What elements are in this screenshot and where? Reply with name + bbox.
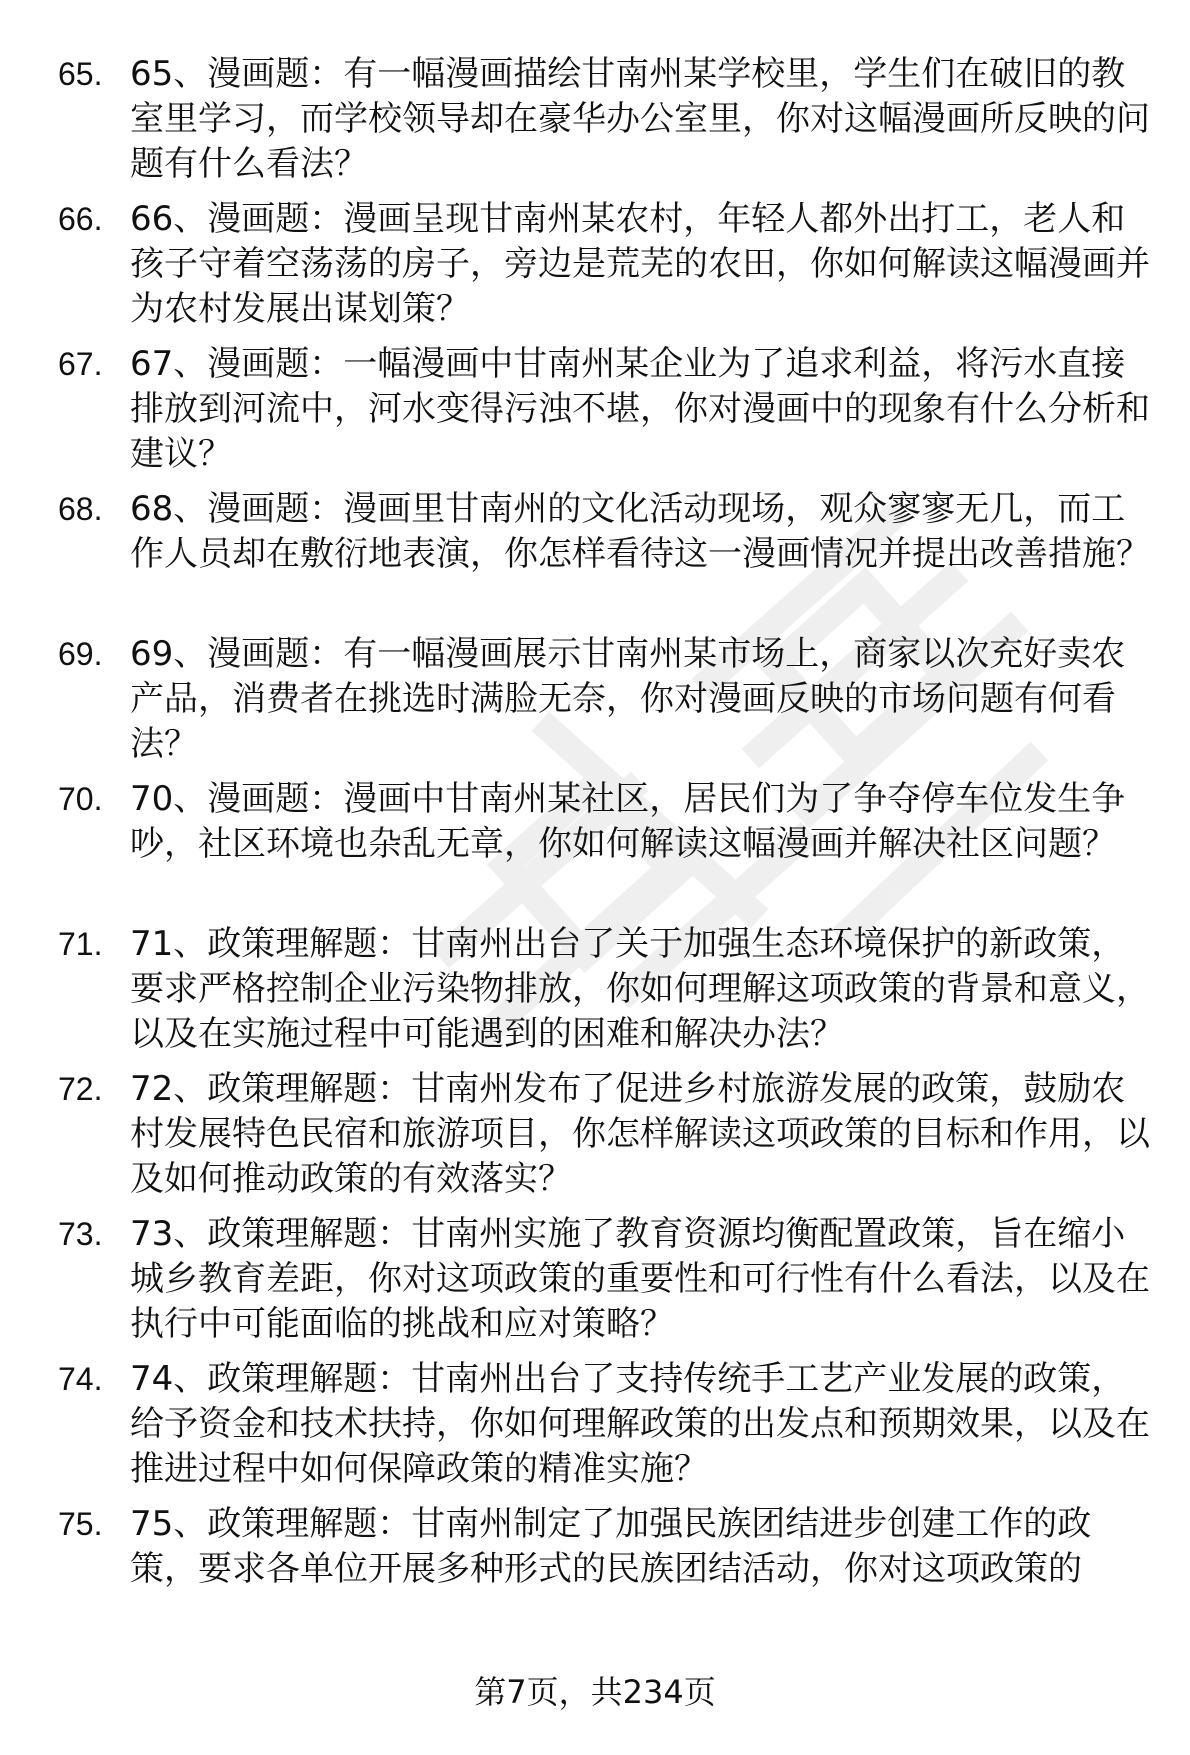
question-number: 73.	[58, 1216, 103, 1252]
question-number: 71.	[58, 926, 103, 962]
question-item	[58, 777, 1158, 912]
question-text: 71、政策理解题：甘南州出台了关于加强生态环境保护的新政策，要求严格控制企业污染物排放，你如何理解这项政策的背景和意义，以及在实施过程中可能遇到的困难和解决办法？	[130, 924, 1150, 1054]
question-item	[58, 1212, 1158, 1347]
question-number: 72.	[58, 1071, 103, 1107]
question-number: 75.	[58, 1506, 103, 1542]
question-number: 69.	[58, 636, 103, 672]
question-text: 75、政策理解题：甘南州制定了加强民族团结进步创建工作的政策，要求各单位开展多种形式的民族团结活动，你对这项政策的	[130, 1504, 1092, 1589]
question-number: 74.	[58, 1361, 103, 1397]
question-number: 68.	[58, 491, 103, 527]
question-number: 67.	[58, 346, 103, 382]
question-text: 68、漫画题：漫画里甘南州的文化活动现场，观众寥寥无几，而工作人员却在敷衍地表演，你怎样看待这一漫画情况并提出改善措施？	[130, 489, 1150, 574]
page-number-footer: 第7页，共234页	[474, 1673, 716, 1711]
question-item	[58, 1502, 1158, 1592]
question-item	[58, 1067, 1158, 1202]
question-text: 67、漫画题：一幅漫画中甘南州某企业为了追求利益，将污水直接排放到河流中，河水变得污浊不堪，你对漫画中的现象有什么分析和建议？	[130, 344, 1150, 474]
question-item	[58, 922, 1158, 1057]
question-text: 69、漫画题：有一幅漫画展示甘南州某市场上，商家以次充好卖农产品，消费者在挑选时满脸无奈，你对漫画反映的市场问题有何看法？	[130, 634, 1126, 764]
question-item	[58, 52, 1158, 187]
question-text: 74、政策理解题：甘南州出台了支持传统手工艺产业发展的政策，给予资金和技术扶持，你如何理解政策的出发点和预期效果，以及在推进过程中如何保障政策的精准实施？	[130, 1359, 1150, 1489]
question-text: 73、政策理解题：甘南州实施了教育资源均衡配置政策，旨在缩小城乡教育差距，你对这项政策的重要性和可行性有什么看法，以及在执行中可能面临的挑战和应对策略？	[130, 1214, 1150, 1344]
question-item	[58, 197, 1158, 332]
question-text: 66、漫画题：漫画呈现甘南州某农村，年轻人都外出打工，老人和孩子守着空荡荡的房子，旁边是荒芜的农田，你如何解读这幅漫画并为农村发展出谋划策？	[130, 199, 1150, 329]
question-number: 66.	[58, 201, 103, 237]
question-text: 65、漫画题：有一幅漫画描绘甘南州某学校里，学生们在破旧的教室里学习，而学校领导却在豪华办公室里，你对这幅漫画所反映的问题有什么看法？	[130, 54, 1150, 184]
question-number: 65.	[58, 56, 103, 92]
question-item	[58, 487, 1158, 622]
question-item	[58, 632, 1158, 767]
question-number: 70.	[58, 781, 103, 817]
question-text: 70、漫画题：漫画中甘南州某社区，居民们为了争夺停车位发生争吵，社区环境也杂乱无章，你如何解读这幅漫画并解决社区问题？	[130, 779, 1126, 864]
question-item	[58, 1357, 1158, 1492]
question-item	[58, 342, 1158, 477]
question-list	[58, 52, 1158, 1602]
question-text: 72、政策理解题：甘南州发布了促进乡村旅游发展的政策，鼓励农村发展特色民宿和旅游项目，你怎样解读这项政策的目标和作用，以及如何推动政策的有效落实？	[130, 1069, 1150, 1199]
